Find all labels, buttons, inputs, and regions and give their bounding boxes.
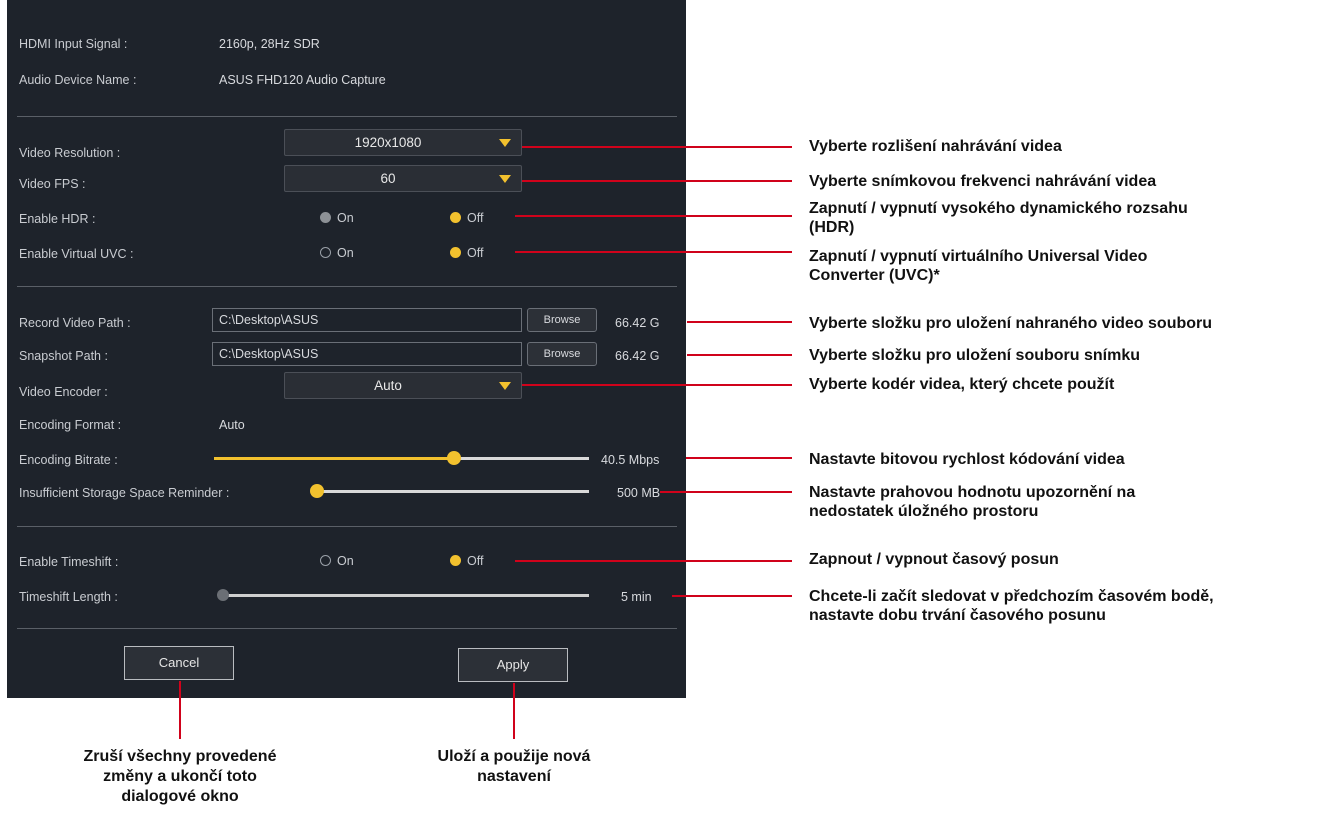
video-fps-dropdown[interactable]	[284, 165, 522, 192]
settings-panel	[7, 0, 686, 698]
video-encoder-dropdown[interactable]	[284, 372, 522, 399]
snapshot-free-space: 66.42 G	[615, 349, 660, 363]
timeshift-off-label: Off	[467, 554, 484, 568]
storage-reminder-value: 500 MB	[617, 486, 661, 500]
callout-line	[687, 321, 792, 323]
annotation-resolution: Vyberte rozlišení nahrávání videa	[809, 138, 1062, 155]
annotation-uvc-line2: Converter (UVC)*	[809, 267, 940, 284]
video-fps-value: 60	[380, 171, 396, 186]
storage-reminder-slider[interactable]	[317, 490, 589, 493]
annotation-timeshift: Zapnout / vypnout časový posun	[809, 551, 1059, 568]
video-encoder-value: Auto	[374, 378, 402, 393]
annotation-encoder: Vyberte kodér videa, který chcete použít	[809, 376, 1115, 393]
enable-timeshift-label: Enable Timeshift :	[19, 555, 119, 569]
callout-line	[515, 215, 792, 217]
callout-line	[687, 354, 792, 356]
divider	[17, 286, 677, 287]
hdr-on-radio[interactable]	[320, 212, 331, 223]
timeshift-on-radio[interactable]	[320, 555, 331, 566]
snapshot-path-field[interactable]: C:\Desktop\ASUS	[212, 342, 522, 366]
callout-line	[686, 457, 792, 459]
snapshot-browse-button[interactable]: Browse	[527, 342, 597, 366]
enable-uvc-label: Enable Virtual UVC :	[19, 247, 134, 261]
callout-line	[515, 251, 792, 253]
annotation-storage-line1: Nastavte prahovou hodnotu upozornění na	[809, 484, 1136, 501]
audio-device-label: Audio Device Name :	[19, 73, 137, 87]
callout-line	[522, 146, 792, 148]
annotation-hdr	[809, 199, 1188, 237]
annotation-uvc-line1: Zapnutí / vypnutí virtuálního Universal Video	[809, 248, 1148, 265]
callout-line	[515, 560, 792, 562]
video-resolution-value: 1920x1080	[354, 135, 422, 150]
uvc-on-radio[interactable]	[320, 247, 331, 258]
annotation-fps: Vyberte snímkovou frekvenci nahrávání videa	[809, 173, 1157, 190]
callout-line	[179, 681, 181, 739]
divider	[17, 116, 677, 117]
bitrate-slider-handle[interactable]	[447, 451, 461, 465]
annotation-uvc	[809, 247, 1147, 285]
record-browse-button[interactable]: Browse	[527, 308, 597, 332]
annotation-storage-line2: nedostatek úložného prostoru	[809, 503, 1039, 520]
callout-line	[522, 384, 792, 386]
audio-device-value: ASUS FHD120 Audio Capture	[219, 73, 386, 87]
annotation-cancel-line2: změny a ukončí toto	[103, 768, 257, 785]
annotation-record-path: Vyberte složku pro uložení nahraného video souboru	[809, 315, 1213, 332]
hdr-off-radio[interactable]	[450, 212, 461, 223]
annotation-length-line2: nastavte dobu trvání časového posunu	[809, 607, 1106, 624]
uvc-off-radio[interactable]	[450, 247, 461, 258]
timeshift-length-slider[interactable]	[223, 594, 589, 597]
video-resolution-label: Video Resolution :	[19, 146, 121, 160]
annotation-storage	[809, 483, 1135, 521]
video-resolution-dropdown[interactable]	[284, 129, 522, 156]
hdmi-input-value: 2160p, 28Hz SDR	[219, 37, 320, 51]
uvc-off-label: Off	[467, 246, 484, 260]
annotation-cancel-line1: Zruší všechny provedené	[83, 748, 277, 765]
uvc-on-label: On	[337, 246, 354, 260]
hdmi-input-label: HDMI Input Signal :	[19, 37, 128, 51]
record-path-field[interactable]: C:\Desktop\ASUS	[212, 308, 522, 332]
enable-hdr-label: Enable HDR :	[19, 212, 96, 226]
encoding-format-label: Encoding Format :	[19, 418, 122, 432]
timeshift-on-label: On	[337, 554, 354, 568]
apply-button[interactable]: Apply	[458, 648, 568, 682]
bitrate-value: 40.5 Mbps	[601, 453, 660, 467]
divider	[17, 628, 677, 629]
bitrate-slider-fill	[214, 457, 454, 460]
timeshift-slider-handle[interactable]	[217, 589, 229, 601]
record-path-label: Record Video Path :	[19, 316, 131, 330]
annotation-apply-line1: Uloží a použije nová	[437, 748, 591, 765]
dropdown-arrow-icon	[499, 139, 511, 147]
dropdown-arrow-icon	[499, 175, 511, 183]
timeshift-length-value: 5 min	[621, 590, 652, 604]
hdr-off-label: Off	[467, 211, 484, 225]
callout-line	[672, 595, 792, 597]
annotation-bitrate: Nastavte bitovou rychlost kódování videa	[809, 451, 1125, 468]
timeshift-off-radio[interactable]	[450, 555, 461, 566]
cancel-button[interactable]: Cancel	[124, 646, 234, 680]
annotation-snapshot-path: Vyberte složku pro uložení souboru snímku	[809, 347, 1141, 364]
encoding-bitrate-label: Encoding Bitrate :	[19, 453, 118, 467]
record-free-space: 66.42 G	[615, 316, 660, 330]
callout-line	[522, 180, 792, 182]
snapshot-path-label: Snapshot Path :	[19, 349, 108, 363]
timeshift-length-label: Timeshift Length :	[19, 590, 118, 604]
callout-line	[660, 491, 792, 493]
annotation-hdr-line1: Zapnutí / vypnutí vysokého dynamického rozsahu	[809, 200, 1188, 217]
dropdown-arrow-icon	[499, 382, 511, 390]
video-encoder-label: Video Encoder :	[19, 385, 108, 399]
storage-reminder-label: Insufficient Storage Space Reminder :	[19, 486, 230, 500]
video-fps-label: Video FPS :	[19, 177, 86, 191]
annotation-cancel	[50, 747, 310, 807]
hdr-on-label: On	[337, 211, 354, 225]
annotation-cancel-line3: dialogové okno	[121, 788, 239, 805]
annotation-timeshift-length	[809, 587, 1214, 625]
annotation-hdr-line2: (HDR)	[809, 219, 855, 236]
annotation-apply-line2: nastavení	[477, 768, 551, 785]
annotation-apply	[394, 747, 634, 787]
storage-slider-handle[interactable]	[310, 484, 324, 498]
annotation-length-line1: Chcete-li začít sledovat v předchozím časovém bodě,	[809, 588, 1214, 605]
encoding-format-value: Auto	[219, 418, 245, 432]
callout-line	[513, 683, 515, 739]
bitrate-slider[interactable]	[214, 457, 589, 460]
divider	[17, 526, 677, 527]
